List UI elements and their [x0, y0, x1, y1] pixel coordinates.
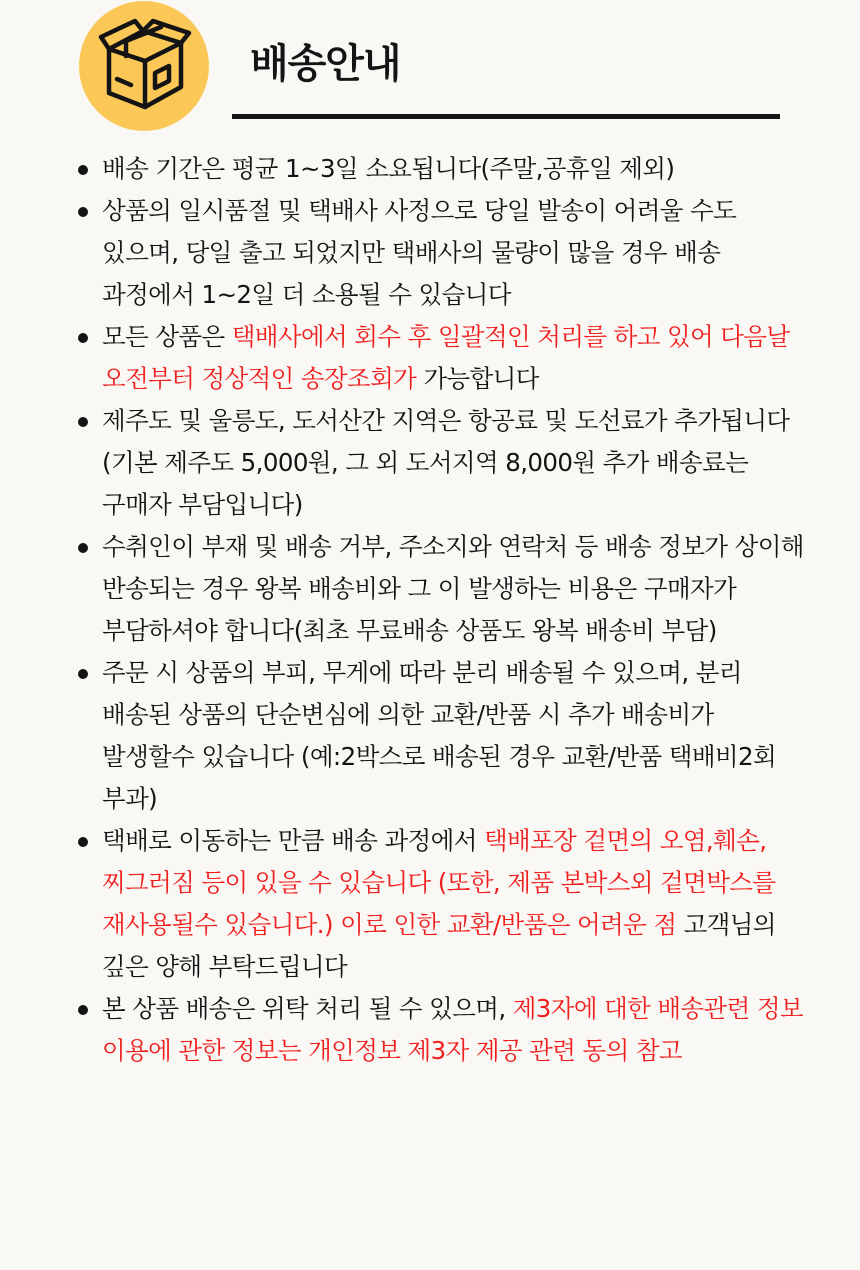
bullet-dot [78, 1005, 88, 1015]
header [0, 0, 860, 130]
bullet-dot [78, 165, 88, 175]
bullet-dot [78, 837, 88, 847]
shipping-notice-list [75, 148, 810, 1072]
notice-item [75, 316, 810, 400]
title-underline [232, 114, 780, 119]
notice-item [75, 652, 810, 820]
notice-text: 고객님의 깊은 양해 부탁드립니다 [102, 910, 776, 981]
notice-item [75, 988, 810, 1072]
bullet-dot [78, 417, 88, 427]
bullet-dot [78, 333, 88, 343]
notice-text: 배송 기간은 평균 1~3일 소요됩니다(주말,공휴일 제외) [102, 154, 675, 183]
notice-text: 모든 상품은 [102, 322, 232, 351]
notice-highlight-text: 제3자에 대한 배송관련 정보 이용에 관한 정보는 개인정보 제3자 제공 관련 동의 참고 [102, 994, 803, 1065]
notice-text: 수취인이 부재 및 배송 거부, 주소지와 연락처 등 배송 정보가 상이해 반송되는 경우 왕복 배송비와 그 이 발생하는 비용은 구매자가 부담하셔야 합니다(최초 무료배송 상품도 왕복 배송비 부담) [102, 532, 804, 645]
notice-item [75, 820, 810, 988]
notice-item [75, 526, 810, 652]
notice-highlight-text: 택배사에서 회수 후 일괄적인 처리를 하고 있어 다음날 오전부터 정상적인 송장조회가 [102, 322, 790, 393]
notice-highlight-text: 택배포장 겉면의 오염,훼손,찌그러짐 등이 있을 수 있습니다 (또한, 제품 본박스외 겉면박스를 재사용될수 있습니다.) 이로 인한 교환/반품은 어려운 점 [102, 826, 776, 939]
page-title: 배송안내 [250, 41, 401, 87]
notice-item [75, 400, 810, 526]
bullet-dot [78, 207, 88, 217]
notice-text: 상품의 일시품절 및 택배사 사정으로 당일 발송이 어려울 수도 있으며, 당일 출고 되었지만 택배사의 물량이 많을 경우 배송 과정에서 1~2일 더 소용될 수 있습니다 [102, 196, 737, 309]
notice-text: 본 상품 배송은 위탁 처리 될 수 있으며, [102, 994, 513, 1023]
notice-item [75, 148, 810, 190]
bullet-dot [78, 669, 88, 679]
notice-text: 제주도 및 울릉도, 도서산간 지역은 항공료 및 도선료가 추가됩니다 (기본 제주도 5,000원, 그 외 도서지역 8,000원 추가 배송료는 구매자 부담입니다) [102, 406, 790, 519]
notice-item [75, 190, 810, 316]
package-box-icon [79, 1, 209, 131]
notice-text: 주문 시 상품의 부피, 무게에 따라 분리 배송될 수 있으며, 분리 배송된 상품의 단순변심에 의한 교환/반품 시 추가 배송비가 발생할수 있습니다 (예:2박스로 배송된 경우 교환/반품 택배비2회 부과) [102, 658, 777, 813]
notice-text: 택배로 이동하는 만큼 배송 과정에서 [102, 826, 484, 855]
notice-text: 가능합니다 [416, 364, 539, 393]
bullet-dot [78, 543, 88, 553]
